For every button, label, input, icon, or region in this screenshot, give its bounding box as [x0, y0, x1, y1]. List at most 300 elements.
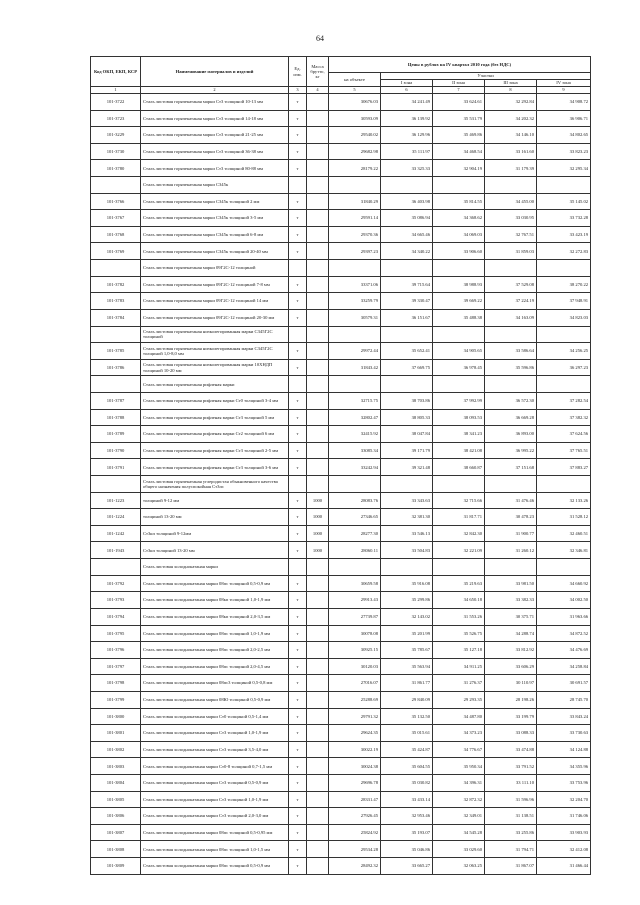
- row-price-zone-2: 35 950.34: [433, 758, 485, 775]
- row-price-zone-1: 33 325.33: [381, 160, 433, 177]
- row-price-zone-3: [485, 326, 537, 343]
- row-mass: [307, 459, 329, 476]
- table-row: [91, 127, 591, 144]
- row-name: Сталь листовая горячекатаная рифленая марки Ст2 толщиной 6 мм: [141, 426, 289, 443]
- row-price-zone-2: [433, 476, 485, 493]
- row-price-zone-3: 37 529.08: [485, 276, 537, 293]
- row-mass: [307, 326, 329, 343]
- row-code: 101-3794: [91, 608, 141, 625]
- row-name: Сталь листовая горячекатаная марки С345к: [141, 177, 289, 194]
- table-row: [91, 426, 591, 443]
- row-price-zone-1: [381, 476, 433, 493]
- row-price-zone-2: 33 906.60: [433, 243, 485, 260]
- row-price-on-site: 30659.58: [329, 575, 381, 592]
- page-number: 64: [316, 34, 324, 43]
- row-price-zone-1: 35 652.41: [381, 343, 433, 360]
- row-price-zone-1: 36 151.67: [381, 309, 433, 326]
- row-price-zone-2: 34 911.25: [433, 658, 485, 675]
- row-price-zone-4: 34 476.69: [537, 642, 591, 659]
- row-price-on-site: [329, 376, 381, 393]
- row-unit: т: [289, 758, 307, 775]
- row-price-zone-4: 38 270.22: [537, 276, 591, 293]
- row-code: 101-3229: [91, 127, 141, 144]
- row-price-on-site: 29370.36: [329, 226, 381, 243]
- row-price-on-site: [329, 260, 381, 277]
- row-mass: [307, 575, 329, 592]
- row-price-zone-4: 33 423.19: [537, 226, 591, 243]
- row-code: 101-3793: [91, 592, 141, 609]
- row-price-zone-2: 31 817.71: [433, 509, 485, 526]
- row-price-zone-2: 31 553.26: [433, 608, 485, 625]
- row-mass: [307, 293, 329, 310]
- row-price-on-site: 30078.08: [329, 625, 381, 642]
- row-code: 101-3766: [91, 193, 141, 210]
- row-price-zone-4: 31 963.66: [537, 608, 591, 625]
- row-price-zone-1: [381, 376, 433, 393]
- table-group-row: [91, 376, 591, 393]
- row-name: Сталь листовая горячекатаная марки Ст3 толщиной 80-88 мм: [141, 160, 289, 177]
- row-mass: [307, 177, 329, 194]
- row-unit: т: [289, 210, 307, 227]
- row-unit: т: [289, 426, 307, 443]
- table-row: [91, 592, 591, 609]
- table-row: [91, 492, 591, 509]
- row-code: 101-3804: [91, 774, 141, 791]
- row-price-on-site: 29534.28: [329, 841, 381, 858]
- row-price-on-site: [329, 559, 381, 576]
- row-code: 101-3805: [91, 791, 141, 808]
- row-mass: [307, 343, 329, 360]
- row-mass: 1000: [307, 492, 329, 509]
- row-price-zone-2: 34 368.62: [433, 210, 485, 227]
- row-price-zone-2: 34 487.80: [433, 708, 485, 725]
- row-price-zone-2: 35 814.55: [433, 193, 485, 210]
- row-price-on-site: 28179.22: [329, 160, 381, 177]
- row-code: 101-3782: [91, 276, 141, 293]
- row-price-zone-3: 31 794.71: [485, 841, 537, 858]
- row-code: 101-3768: [91, 226, 141, 243]
- row-price-on-site: 30120.03: [329, 658, 381, 675]
- row-price-zone-4: 34 002.50: [537, 592, 591, 609]
- row-price-zone-1: 35 424.87: [381, 741, 433, 758]
- row-price-zone-2: 38 660.87: [433, 459, 485, 476]
- table-row: [91, 160, 591, 177]
- row-name: Сталь листовая горячекатаная марки 09Г2С-12 толщиной 20-30 мм: [141, 309, 289, 326]
- row-price-zone-4: 33 730.63: [537, 725, 591, 742]
- row-price-on-site: [329, 476, 381, 493]
- table-row: [91, 708, 591, 725]
- row-price-zone-4: 33 903.93: [537, 824, 591, 841]
- row-price-zone-4: 34 660.92: [537, 575, 591, 592]
- row-price-zone-1: 33 665.27: [381, 858, 433, 875]
- table-row: [91, 642, 591, 659]
- row-name: Сталь листовая холоднокатаная марки Ст3 толщиной 1,0-1,9 мм: [141, 791, 289, 808]
- col-number: 6: [381, 87, 433, 94]
- row-mass: [307, 426, 329, 443]
- table-row: [91, 691, 591, 708]
- row-price-zone-4: 37 382.32: [537, 409, 591, 426]
- col-number: 9: [537, 87, 591, 94]
- row-price-zone-2: 35 488.38: [433, 309, 485, 326]
- row-price-zone-2: 29 293.35: [433, 691, 485, 708]
- row-code: 101-3795: [91, 625, 141, 642]
- row-price-zone-1: 35 015.61: [381, 725, 433, 742]
- row-price-zone-4: 37 948.91: [537, 293, 591, 310]
- table-group-row: [91, 476, 591, 493]
- row-price-zone-2: 38 093.53: [433, 409, 485, 426]
- header-zones: Участки: [381, 73, 591, 80]
- row-price-zone-3: 33 255.86: [485, 824, 537, 841]
- row-name: Сталь листовая горячекатаная марки Ст3 толщиной 14-18 мм: [141, 110, 289, 127]
- row-price-zone-3: 33 586.64: [485, 343, 537, 360]
- row-price-zone-4: [537, 177, 591, 194]
- row-price-zone-3: 31 476.46: [485, 492, 537, 509]
- header-prices-group: Цены в рублях на IV квартал 2010 года (без НДС): [329, 57, 591, 73]
- row-unit: т: [289, 575, 307, 592]
- row-price-zone-1: [381, 260, 433, 277]
- row-price-zone-4: 34 256.25: [537, 343, 591, 360]
- row-price-on-site: 29696.78: [329, 774, 381, 791]
- row-mass: [307, 592, 329, 609]
- row-price-zone-2: 34 545.28: [433, 824, 485, 841]
- row-price-zone-4: 34 908.72: [537, 94, 591, 111]
- row-price-on-site: 32715.75: [329, 392, 381, 409]
- row-name: Сталь листовая холоднокатаная марки Ст3 толщиной 2,0-3,0 мм: [141, 808, 289, 825]
- row-price-zone-4: 35 145.02: [537, 193, 591, 210]
- table-body: [91, 94, 591, 875]
- row-price-zone-3: 33 382.33: [485, 592, 537, 609]
- row-mass: [307, 260, 329, 277]
- row-price-zone-2: 32 221.09: [433, 542, 485, 559]
- row-price-on-site: 33371.06: [329, 276, 381, 293]
- row-mass: [307, 476, 329, 493]
- row-mass: [307, 808, 329, 825]
- row-price-zone-2: 32 063.25: [433, 858, 485, 875]
- row-code: 101-3769: [91, 243, 141, 260]
- row-price-on-site: 25824.92: [329, 824, 381, 841]
- row-code: 101-3792: [91, 575, 141, 592]
- row-code: [91, 177, 141, 194]
- row-price-zone-3: 30 110.97: [485, 675, 537, 692]
- row-price-zone-1: 39 171.79: [381, 442, 433, 459]
- row-name: Сталь листовая холоднокатаная марки 08пс3 толщиной 0,5-0,8 мм: [141, 675, 289, 692]
- row-mass: [307, 658, 329, 675]
- row-mass: [307, 691, 329, 708]
- header-code: Код ОКП, ЕКП, КСР: [91, 57, 141, 87]
- table-row: [91, 575, 591, 592]
- row-price-zone-3: 34 455.00: [485, 193, 537, 210]
- row-name: Сталь листовая холоднокатаная марки 08пс толщиной 1,0-1,5 мм: [141, 841, 289, 858]
- row-unit: т: [289, 94, 307, 111]
- table-row: [91, 858, 591, 875]
- row-price-zone-2: [433, 177, 485, 194]
- row-code: [91, 260, 141, 277]
- row-price-on-site: [329, 177, 381, 194]
- row-price-zone-1: 34 241.49: [381, 94, 433, 111]
- row-code: 101-3797: [91, 658, 141, 675]
- row-price-zone-3: 33 088.33: [485, 725, 537, 742]
- row-price-zone-2: 36 978.45: [433, 359, 485, 376]
- row-price-zone-1: 36 403.98: [381, 193, 433, 210]
- row-mass: [307, 376, 329, 393]
- row-price-zone-1: 33 546.13: [381, 525, 433, 542]
- row-price-zone-1: 32 953.46: [381, 808, 433, 825]
- row-mass: [307, 642, 329, 659]
- table-row: [91, 392, 591, 409]
- row-price-zone-4: [537, 476, 591, 493]
- row-price-zone-2: 39 669.22: [433, 293, 485, 310]
- row-mass: [307, 392, 329, 409]
- table-row: [91, 94, 591, 111]
- row-price-zone-1: 35 563.94: [381, 658, 433, 675]
- row-price-zone-1: 35 193.07: [381, 824, 433, 841]
- row-price-zone-3: 31 867.07: [485, 858, 537, 875]
- row-price-zone-2: 31 276.37: [433, 675, 485, 692]
- row-price-zone-3: 33 474.88: [485, 741, 537, 758]
- row-price-on-site: 30579.31: [329, 309, 381, 326]
- row-mass: [307, 127, 329, 144]
- row-name: Сталь листовая холоднокатаная марки 08кп толщиной 2,0-3,5 мм: [141, 608, 289, 625]
- row-mass: [307, 276, 329, 293]
- table-row: [91, 409, 591, 426]
- row-price-zone-3: 31 138.51: [485, 808, 537, 825]
- row-price-on-site: 28331.47: [329, 791, 381, 808]
- row-price-zone-2: 37 992.99: [433, 392, 485, 409]
- row-price-zone-2: 35 127.18: [433, 642, 485, 659]
- row-price-zone-2: 38 341.23: [433, 426, 485, 443]
- row-mass: 1000: [307, 509, 329, 526]
- row-price-zone-1: 33 433.14: [381, 791, 433, 808]
- row-price-on-site: 28060.11: [329, 542, 381, 559]
- row-price-zone-1: [381, 177, 433, 194]
- row-price-zone-1: 38 703.86: [381, 392, 433, 409]
- row-price-zone-4: 36 297.23: [537, 359, 591, 376]
- column-number-row: [91, 87, 591, 94]
- row-name: Сталь листовая горячекатаная марки 09Г2С-12 толщиной 14 мм: [141, 293, 289, 310]
- row-name: Сталь листовая горячекатаная марки Ст3 толщиной 36-38 мм: [141, 143, 289, 160]
- header-zone-4: IV зона: [537, 80, 591, 87]
- row-price-zone-4: [537, 326, 591, 343]
- col-number: 3: [289, 87, 307, 94]
- table-row: [91, 725, 591, 742]
- row-mass: [307, 725, 329, 742]
- row-price-zone-3: 37 151.68: [485, 459, 537, 476]
- row-price-zone-1: 33 343.63: [381, 492, 433, 509]
- row-price-zone-4: 34 872.52: [537, 625, 591, 642]
- row-unit: т: [289, 725, 307, 742]
- row-price-zone-4: 33 823.23: [537, 143, 591, 160]
- table-row: [91, 658, 591, 675]
- table-row: [91, 525, 591, 542]
- col-number: 1: [91, 87, 141, 94]
- row-name: Сталь листовая горячекатаная рифленая марки: [141, 376, 289, 393]
- row-mass: [307, 741, 329, 758]
- header-zone-3: III зона: [485, 80, 537, 87]
- row-unit: [289, 326, 307, 343]
- table-row: [91, 110, 591, 127]
- table-row: [91, 791, 591, 808]
- row-price-zone-4: 31 466.44: [537, 858, 591, 875]
- row-unit: т: [289, 525, 307, 542]
- row-price-zone-3: [485, 476, 537, 493]
- row-unit: т: [289, 509, 307, 526]
- row-name: Сталь листовая холоднокатаная марки Ст3 толщиной 3,5-4,0 мм: [141, 741, 289, 758]
- row-code: 101-3791: [91, 459, 141, 476]
- row-price-zone-1: 32 381.30: [381, 509, 433, 526]
- row-unit: т: [289, 642, 307, 659]
- row-price-zone-3: 34 202.32: [485, 110, 537, 127]
- table-row: [91, 675, 591, 692]
- row-unit: [289, 260, 307, 277]
- row-price-zone-3: [485, 376, 537, 393]
- row-code: 101-3767: [91, 210, 141, 227]
- row-mass: [307, 559, 329, 576]
- row-code: 101-3802: [91, 741, 141, 758]
- table-row: [91, 276, 591, 293]
- row-price-on-site: 27739.87: [329, 608, 381, 625]
- row-unit: [289, 177, 307, 194]
- row-price-on-site: 29682.98: [329, 143, 381, 160]
- row-price-zone-1: 35 030.82: [381, 774, 433, 791]
- row-price-zone-3: 30 478.23: [485, 509, 537, 526]
- row-price-on-site: 30925.15: [329, 642, 381, 659]
- row-name: толщиной 13-20 мм: [141, 509, 289, 526]
- row-price-zone-3: 33 981.50: [485, 575, 537, 592]
- row-price-zone-4: 33 843.24: [537, 708, 591, 725]
- header-zone-2: II зона: [433, 80, 485, 87]
- row-unit: т: [289, 293, 307, 310]
- row-name: Ст3кп толщиной 9-12мм: [141, 525, 289, 542]
- row-unit: [289, 476, 307, 493]
- row-price-on-site: 31843.42: [329, 359, 381, 376]
- row-price-zone-3: 28 198.26: [485, 691, 537, 708]
- row-name: Ст3кп толщиной 13-20 мм: [141, 542, 289, 559]
- table-row: [91, 343, 591, 360]
- row-price-on-site: 28277.30: [329, 525, 381, 542]
- table-row: [91, 359, 591, 376]
- table-group-row: [91, 260, 591, 277]
- row-price-zone-3: 33 030.95: [485, 210, 537, 227]
- row-unit: т: [289, 409, 307, 426]
- table-group-row: [91, 559, 591, 576]
- row-price-zone-4: 32 460.51: [537, 525, 591, 542]
- row-price-on-site: 33242.94: [329, 459, 381, 476]
- row-unit: т: [289, 608, 307, 625]
- row-unit: т: [289, 143, 307, 160]
- row-price-zone-3: 34 163.09: [485, 309, 537, 326]
- row-price-zone-2: 33 029.60: [433, 841, 485, 858]
- row-price-zone-2: 35 219.63: [433, 575, 485, 592]
- row-price-zone-1: 35 111.97: [381, 143, 433, 160]
- price-table: [90, 56, 591, 875]
- table-row: [91, 542, 591, 559]
- row-price-zone-3: 33 812.92: [485, 642, 537, 659]
- row-code: [91, 476, 141, 493]
- row-name: Сталь листовая горячекатаная марки С345к толщиной 3-5 мм: [141, 210, 289, 227]
- row-name: Сталь листовая холоднокатаная марки 08пс толщиной 2,0-2,5 мм: [141, 642, 289, 659]
- row-price-zone-1: 36 129.96: [381, 127, 433, 144]
- row-unit: [289, 376, 307, 393]
- row-unit: т: [289, 708, 307, 725]
- row-price-zone-1: 38 805.33: [381, 409, 433, 426]
- row-name: Сталь листовая горячекатаная низколегированная марки С345Г2С толщиной: [141, 326, 289, 343]
- row-name: Сталь листовая горячекатаная рифленая марки Ст3 толщиной 3-6 мм: [141, 459, 289, 476]
- row-price-zone-3: [485, 177, 537, 194]
- row-code: 101-3788: [91, 409, 141, 426]
- header-on-site: на объекте: [329, 73, 381, 87]
- row-price-zone-3: 31 900.77: [485, 525, 537, 542]
- row-price-on-site: 29972.44: [329, 343, 381, 360]
- row-code: 101-3785: [91, 343, 141, 360]
- row-price-on-site: 25288.69: [329, 691, 381, 708]
- header-zone-1: I зона: [381, 80, 433, 87]
- row-code: 101-3730: [91, 143, 141, 160]
- row-price-zone-2: [433, 326, 485, 343]
- row-price-on-site: 27346.65: [329, 509, 381, 526]
- row-price-zone-3: 33 161.60: [485, 143, 537, 160]
- table-row: [91, 143, 591, 160]
- row-price-zone-2: 34 468.54: [433, 143, 485, 160]
- row-mass: [307, 625, 329, 642]
- row-price-zone-3: 33 606.29: [485, 658, 537, 675]
- row-code: 101-3723: [91, 110, 141, 127]
- row-unit: т: [289, 442, 307, 459]
- col-number: 5: [329, 87, 381, 94]
- row-name: Сталь листовая горячекатаная низколегированная марки С345Г2С толщиной 1,0-8,0 мм: [141, 343, 289, 360]
- row-price-zone-4: [537, 376, 591, 393]
- row-mass: [307, 143, 329, 160]
- row-unit: т: [289, 658, 307, 675]
- row-price-zone-2: [433, 260, 485, 277]
- row-price-zone-2: 32 349.01: [433, 808, 485, 825]
- row-unit: т: [289, 276, 307, 293]
- row-price-on-site: 28492.32: [329, 858, 381, 875]
- row-unit: т: [289, 542, 307, 559]
- row-unit: т: [289, 110, 307, 127]
- row-price-on-site: 29540.02: [329, 127, 381, 144]
- row-unit: т: [289, 492, 307, 509]
- row-name: Сталь листовая холоднокатаная марки Ст3 толщиной 1,0-1,9 мм: [141, 725, 289, 742]
- row-mass: [307, 442, 329, 459]
- row-price-zone-1: 34 340.22: [381, 243, 433, 260]
- row-unit: т: [289, 160, 307, 177]
- row-price-zone-2: [433, 559, 485, 576]
- row-name: Сталь листовая горячекатаная низколегированная марки 10ХНДП толщиной 10-20 мм: [141, 359, 289, 376]
- row-mass: [307, 160, 329, 177]
- row-code: 101-3790: [91, 442, 141, 459]
- row-unit: т: [289, 858, 307, 875]
- row-code: 101-3786: [91, 359, 141, 376]
- row-mass: [307, 110, 329, 127]
- header-unit: Ед. изм.: [289, 57, 307, 87]
- row-mass: [307, 824, 329, 841]
- row-name: Сталь листовая холоднокатаная марки 08пс толщиной 1,0-1,9 мм: [141, 625, 289, 642]
- table-row: [91, 824, 591, 841]
- row-name: Сталь листовая холоднокатаная марки 08пс толщиной 0,5-0,95 мм: [141, 824, 289, 841]
- row-unit: т: [289, 226, 307, 243]
- row-price-zone-2: 32 715.66: [433, 492, 485, 509]
- row-price-on-site: [329, 326, 381, 343]
- row-price-on-site: 29913.43: [329, 592, 381, 609]
- row-unit: т: [289, 127, 307, 144]
- row-price-zone-1: 31 861.77: [381, 675, 433, 692]
- row-price-zone-3: 33 111.10: [485, 774, 537, 791]
- row-mass: [307, 608, 329, 625]
- row-name: Сталь листовая горячекатаная марки Ст3 толщиной 10-13 мм: [141, 94, 289, 111]
- row-price-zone-3: 33 791.52: [485, 758, 537, 775]
- row-price-zone-1: 38 047.84: [381, 426, 433, 443]
- row-price-zone-3: 36 572.30: [485, 392, 537, 409]
